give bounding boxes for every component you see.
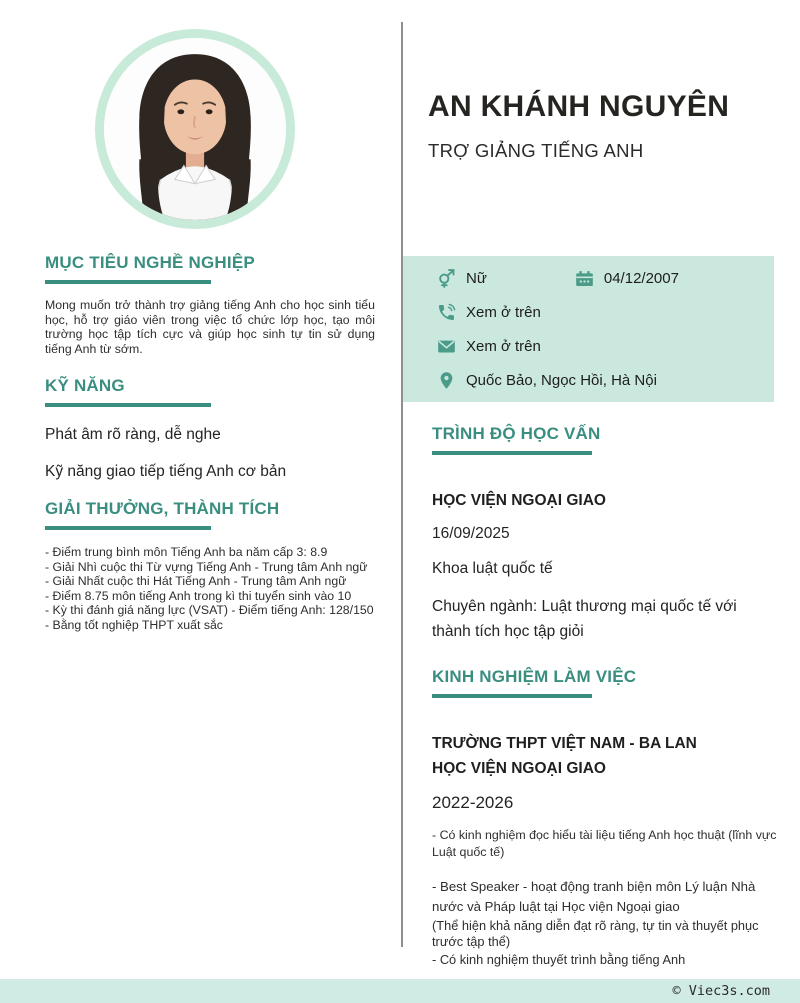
email-value: Xem ở trên (466, 337, 541, 355)
award-item: - Điểm trung bình môn Tiếng Anh ba năm cấp 3: 8.9 (45, 545, 328, 559)
objective-underline (45, 280, 211, 284)
contact-panel (402, 256, 774, 402)
experience-period: 2022-2026 (432, 793, 514, 812)
section-experience (432, 667, 777, 967)
education-date: 16/09/2025 (432, 525, 510, 542)
objective-text: Mong muốn trở thành trợ giảng tiếng Anh cho học sinh tiểu học, hỗ trợ giáo viên trong việc tổ chức lớp học, tạo môi trường học tập tích cực và giúp học sinh tự tin sử dụng tiếng Anh từ sớm. (45, 298, 375, 356)
award-item: - Giải Nhì cuộc thi Từ vựng Tiếng Anh - Trung tâm Anh ngữ (45, 559, 368, 574)
portrait-illustration (104, 38, 286, 220)
education-underline (432, 451, 592, 455)
skill-item: Kỹ năng giao tiếp tiếng Anh cơ bản (45, 463, 287, 480)
address-value: Quốc Bảo, Ngọc Hồi, Hà Nội (466, 371, 657, 389)
phone-icon (437, 303, 456, 322)
gender-icon (437, 269, 456, 288)
contact-gender (437, 269, 487, 288)
contact-phone (437, 301, 774, 323)
experience-bullet: - Có kinh nghiệm đọc hiểu tài liệu tiếng Anh học thuật (lĩnh vực Luật quốc tế) (432, 828, 777, 859)
section-education (432, 424, 777, 644)
phone-value: Xem ở trên (466, 303, 541, 321)
education-major: Chuyên ngành: Luật thương mại quốc tế với thành tích học tập giỏi (432, 598, 737, 640)
section-awards (45, 499, 375, 633)
location-icon (437, 371, 456, 390)
experience-bullet: (Thể hiện khả năng diễn đạt rõ ràng, tự tin và thuyết phục trước tập thể) (432, 918, 759, 949)
experience-underline (432, 694, 592, 698)
section-skills (45, 376, 375, 481)
education-school: HỌC VIỆN NGOẠI GIAO (432, 492, 606, 509)
awards-underline (45, 526, 211, 530)
column-divider (401, 22, 403, 947)
education-faculty: Khoa luật quốc tế (432, 560, 553, 577)
contact-email (437, 335, 774, 357)
dob-value: 04/12/2007 (603, 269, 679, 287)
education-heading: TRÌNH ĐỘ HỌC VẤN (432, 424, 601, 443)
calendar-icon (575, 269, 594, 288)
experience-bullet: - Có kinh nghiệm thuyết trình bằng tiếng Anh (432, 952, 686, 967)
skills-heading: KỸ NĂNG (45, 376, 125, 395)
awards-heading: GIẢI THƯỞNG, THÀNH TÍCH (45, 499, 280, 518)
contact-dob (575, 269, 679, 288)
candidate-name: AN KHÁNH NGUYÊN (428, 90, 730, 123)
gender-value: Nữ (466, 269, 487, 287)
objective-heading: MỤC TIÊU NGHỀ NGHIỆP (45, 253, 255, 272)
contact-address (437, 369, 774, 391)
experience-heading: KINH NGHIỆM LÀM VIỆC (432, 667, 637, 686)
experience-bullet: - Best Speaker - hoạt động tranh biện môn Lý luận Nhà nước và Pháp luật tại Học viện Ngoại giao (432, 879, 756, 914)
footer-credit: © Viec3s.com (672, 983, 770, 999)
experience-org: HỌC VIỆN NGOẠI GIAO (432, 760, 606, 777)
section-objective (45, 253, 375, 356)
skill-item: Phát âm rõ ràng, dễ nghe (45, 426, 221, 443)
skills-underline (45, 403, 211, 407)
award-item: - Bằng tốt nghiệp THPT xuất sắc (45, 617, 223, 632)
mail-icon (437, 337, 456, 356)
award-item: - Kỳ thi đánh giá năng lực (VSAT) - Điểm tiếng Anh: 128/150 (45, 603, 374, 618)
award-item: - Điểm 8.75 môn tiếng Anh trong kì thi tuyển sinh vào 10 (45, 588, 352, 603)
experience-org: TRƯỜNG THPT VIỆT NAM - BA LAN (432, 735, 697, 752)
award-item: - Giải Nhất cuộc thi Hát Tiếng Anh - Trung tâm Anh ngữ (45, 574, 347, 589)
profile-photo (95, 29, 295, 229)
footer-bar (0, 979, 800, 1003)
job-title: TRỢ GIẢNG TIẾNG ANH (428, 140, 644, 161)
awards-list (45, 545, 375, 633)
contact-row-gender-dob (437, 267, 774, 289)
